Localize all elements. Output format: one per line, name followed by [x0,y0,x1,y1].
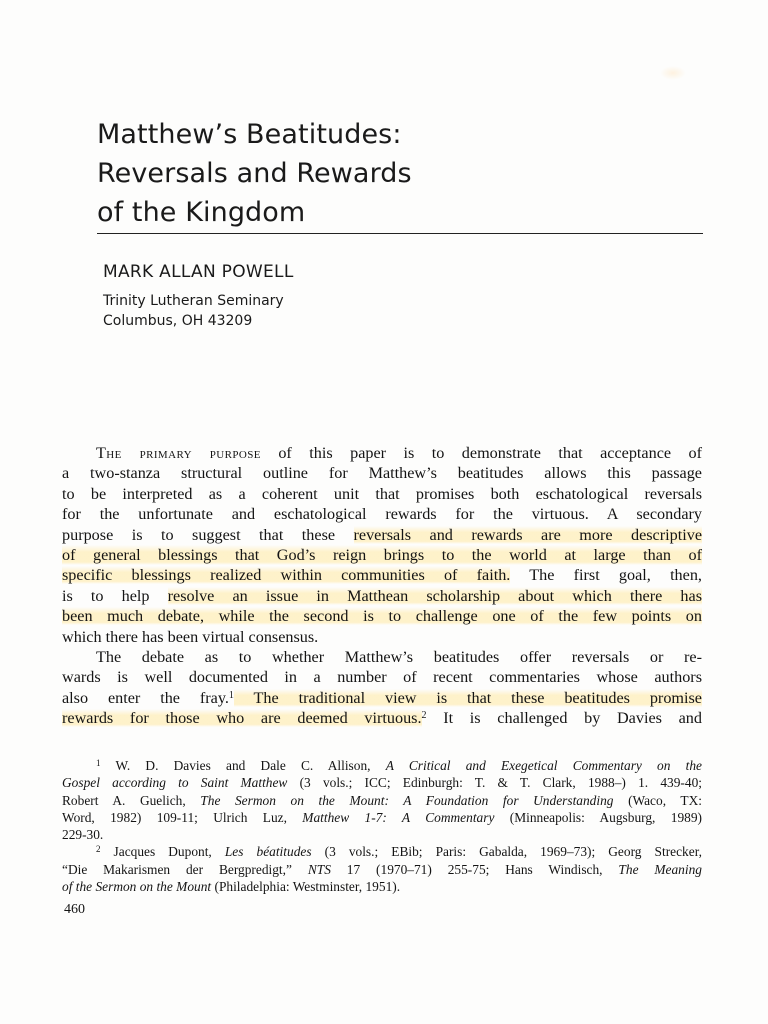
body-line: specific blessings realized within communities of faith. The first goal, then, [62,566,702,585]
footnote-ref[interactable]: 1 [228,689,234,701]
title-line-3: of the Kingdom [97,197,306,228]
footnote-line: Robert A. Guelich, The Sermon on the Mount: A Foundation for Understanding (Waco, TX: [62,792,702,808]
page-number: 460 [64,902,85,917]
body-line: which there has been virtual consensus. [62,627,319,646]
footnote-line: of the Sermon on the Mount (Philadelphia: Westminster, 1951). [62,879,401,895]
highlight: rewards for those who are deemed virtuous. [62,709,422,728]
author-name: MARK ALLAN POWELL [103,262,294,282]
affiliation-institution: Trinity Lutheran Seminary [103,293,284,309]
footnote-line: “Die Makarismen der Bergpredigt,” NTS 17 (1970–71) 255-75; Hans Windisch, The Meaning [62,861,702,877]
body-line: The debate as to whether Matthew’s beatitudes offer reversals or re- [96,647,702,666]
body-line [62,606,702,626]
article-title [97,115,697,232]
body-line: also enter the fray.$^1$ The traditional view is that these beatitudes promise [62,688,702,707]
footnote-mark: 2 [96,844,101,855]
body-line: is to help resolve an issue in Matthean scholarship about which there has [62,586,702,605]
body-line: for the unfortunate and eschatological rewards for the virtuous. A secondary [62,505,702,524]
body-line-highlighted: of general blessings that God’s reign brings to the world at large than of [62,545,702,564]
title-rule [97,233,703,234]
paper-smudge [660,66,686,80]
body-line: The primary purpose of this paper is to demonstrate that acceptance of [96,444,702,462]
author-affiliation [103,291,284,331]
footnote-ref[interactable]: 2 [421,710,427,722]
body-line: rewards for those who are deemed virtuous.$^2$ It is challenged by Davies and [62,709,702,728]
highlight: specific blessings realized within communities of faith. [62,566,511,585]
highlight: reversals and rewards are more descriptive [353,525,703,544]
footnote-line: Word, 1982) 109-11; Ulrich Luz, Matthew 1-7: A Commentary (Minneapolis: Augsburg, 1989) [62,809,702,825]
body-line: purpose is to suggest that these reversals and rewards are more descriptive [62,525,703,544]
body-line: to be interpreted as a coherent unit that promises both eschatological reversals [62,484,702,503]
body-line: wards is well documented in a number of recent commentaries whose authors [62,668,702,687]
footnote-line: $^1$ W. D. Davies and Dale C. Allison, A Critical and Exegetical Commentary on the [96,758,703,773]
article-body [62,443,702,728]
footnote-line: 229-30. [62,827,104,843]
footnotes [62,757,702,895]
highlight: The traditional view is that these beatitudes promise [233,688,702,707]
highlight: while the second is to challenge one of the few points on [204,607,702,626]
title-line-1: Matthew’s Beatitudes: [97,119,402,150]
footnote-mark: 1 [96,758,101,768]
highlight: been much debate, [62,607,205,626]
highlight: resolve an issue in Matthean scholarship about which there has [167,586,702,605]
footnote-line: $^2$ Jacques Dupont, Les béatitudes (3 vols.; EBib; Paris: Gabalda, 1969–73); Georg Strecker, [96,844,702,860]
body-line: a two-stanza structural outline for Matthew’s beatitudes allows this passage [62,464,702,483]
title-line-2: Reversals and Rewards [97,158,412,189]
footnote-line: Gospel according to Saint Matthew (3 vols.; ICC; Edinburgh: T. & T. Clark, 1988–) 1. 439-40; [62,775,702,791]
affiliation-address: Columbus, OH 43209 [103,313,253,329]
lead-in: The primary purpose [96,444,261,462]
